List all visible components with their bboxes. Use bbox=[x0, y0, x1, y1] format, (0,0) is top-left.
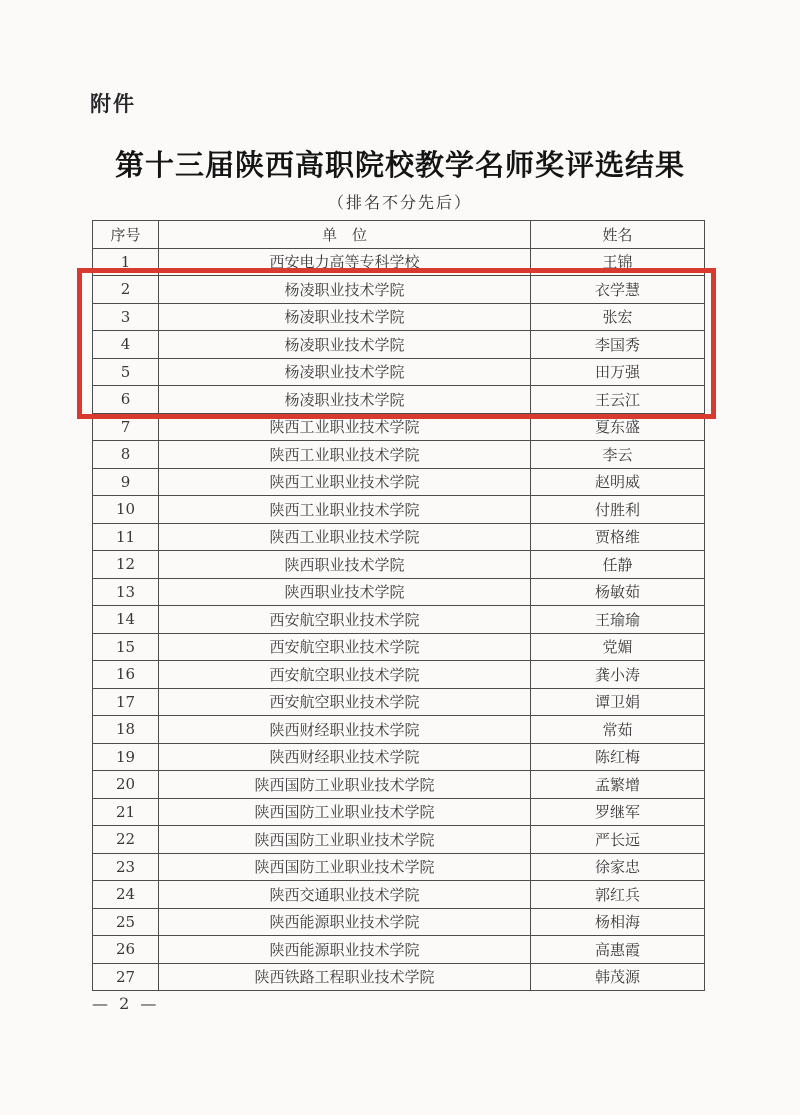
table-header-row bbox=[93, 221, 705, 249]
page-number: — 2 — bbox=[92, 994, 160, 1013]
name-cell: 罗继军 bbox=[531, 798, 705, 826]
unit-cell: 西安电力高等专科学校 bbox=[159, 248, 531, 276]
unit-cell: 陕西铁路工程职业技术学院 bbox=[159, 963, 531, 991]
row-number-cell: 13 bbox=[93, 578, 159, 606]
unit-cell: 陕西工业职业技术学院 bbox=[159, 441, 531, 469]
name-cell: 赵明威 bbox=[531, 468, 705, 496]
table-row bbox=[93, 936, 705, 964]
name-cell: 田万强 bbox=[531, 358, 705, 386]
unit-cell: 陕西工业职业技术学院 bbox=[159, 523, 531, 551]
table-row bbox=[93, 276, 705, 304]
name-cell: 张宏 bbox=[531, 303, 705, 331]
name-cell: 陈红梅 bbox=[531, 743, 705, 771]
unit-cell: 陕西国防工业职业技术学院 bbox=[159, 826, 531, 854]
award-results-table bbox=[92, 220, 705, 991]
row-number-cell: 26 bbox=[93, 936, 159, 964]
unit-cell: 陕西能源职业技术学院 bbox=[159, 908, 531, 936]
name-cell: 韩茂源 bbox=[531, 963, 705, 991]
table-row bbox=[93, 743, 705, 771]
page-title: 第十三届陕西高职院校教学名师奖评选结果 bbox=[114, 148, 685, 182]
table-row bbox=[93, 881, 705, 909]
unit-cell: 杨凌职业技术学院 bbox=[159, 386, 531, 414]
unit-cell: 陕西职业技术学院 bbox=[159, 578, 531, 606]
name-cell: 杨敏茹 bbox=[531, 578, 705, 606]
name-cell: 高惠霞 bbox=[531, 936, 705, 964]
row-number-cell: 24 bbox=[93, 881, 159, 909]
row-number-cell: 14 bbox=[93, 606, 159, 634]
unit-cell: 陕西国防工业职业技术学院 bbox=[159, 798, 531, 826]
row-number-cell: 12 bbox=[93, 551, 159, 579]
unit-cell: 陕西工业职业技术学院 bbox=[159, 496, 531, 524]
table-row bbox=[93, 358, 705, 386]
unit-cell: 西安航空职业技术学院 bbox=[159, 633, 531, 661]
table-row bbox=[93, 578, 705, 606]
row-number-cell: 19 bbox=[93, 743, 159, 771]
row-number-cell: 25 bbox=[93, 908, 159, 936]
name-cell: 谭卫娟 bbox=[531, 688, 705, 716]
column-header-unit: 单 位 bbox=[159, 221, 531, 249]
table-row bbox=[93, 798, 705, 826]
name-cell: 王瑜瑜 bbox=[531, 606, 705, 634]
table-row bbox=[93, 468, 705, 496]
name-cell: 李云 bbox=[531, 441, 705, 469]
row-number-cell: 1 bbox=[93, 248, 159, 276]
table-row bbox=[93, 413, 705, 441]
unit-cell: 陕西职业技术学院 bbox=[159, 551, 531, 579]
table-row bbox=[93, 771, 705, 799]
unit-cell: 杨凌职业技术学院 bbox=[159, 303, 531, 331]
unit-cell: 陕西财经职业技术学院 bbox=[159, 743, 531, 771]
table-row bbox=[93, 248, 705, 276]
unit-cell: 杨凌职业技术学院 bbox=[159, 358, 531, 386]
name-cell: 衣学慧 bbox=[531, 276, 705, 304]
row-number-cell: 22 bbox=[93, 826, 159, 854]
row-number-cell: 18 bbox=[93, 716, 159, 744]
name-cell: 党媚 bbox=[531, 633, 705, 661]
unit-cell: 杨凌职业技术学院 bbox=[159, 331, 531, 359]
table-row bbox=[93, 551, 705, 579]
name-cell: 付胜利 bbox=[531, 496, 705, 524]
row-number-cell: 16 bbox=[93, 661, 159, 689]
table-row bbox=[93, 606, 705, 634]
row-number-cell: 27 bbox=[93, 963, 159, 991]
attachment-label: 附件 bbox=[90, 92, 136, 116]
row-number-cell: 4 bbox=[93, 331, 159, 359]
unit-cell: 西安航空职业技术学院 bbox=[159, 661, 531, 689]
row-number-cell: 20 bbox=[93, 771, 159, 799]
row-number-cell: 5 bbox=[93, 358, 159, 386]
table-row bbox=[93, 661, 705, 689]
name-cell: 常茹 bbox=[531, 716, 705, 744]
row-number-cell: 10 bbox=[93, 496, 159, 524]
row-number-cell: 3 bbox=[93, 303, 159, 331]
row-number-cell: 9 bbox=[93, 468, 159, 496]
table-row bbox=[93, 853, 705, 881]
row-number-cell: 8 bbox=[93, 441, 159, 469]
unit-cell: 陕西国防工业职业技术学院 bbox=[159, 771, 531, 799]
unit-cell: 陕西工业职业技术学院 bbox=[159, 468, 531, 496]
name-cell: 王锦 bbox=[531, 248, 705, 276]
table-row bbox=[93, 633, 705, 661]
unit-cell: 西安航空职业技术学院 bbox=[159, 606, 531, 634]
unit-cell: 陕西交通职业技术学院 bbox=[159, 881, 531, 909]
name-cell: 贾格维 bbox=[531, 523, 705, 551]
name-cell: 王云江 bbox=[531, 386, 705, 414]
name-cell: 郭红兵 bbox=[531, 881, 705, 909]
table-row bbox=[93, 523, 705, 551]
name-cell: 徐家忠 bbox=[531, 853, 705, 881]
name-cell: 严长远 bbox=[531, 826, 705, 854]
table-row bbox=[93, 826, 705, 854]
table-row bbox=[93, 908, 705, 936]
row-number-cell: 2 bbox=[93, 276, 159, 304]
table-row bbox=[93, 441, 705, 469]
table-row bbox=[93, 303, 705, 331]
row-number-cell: 6 bbox=[93, 386, 159, 414]
name-cell: 杨相海 bbox=[531, 908, 705, 936]
row-number-cell: 17 bbox=[93, 688, 159, 716]
unit-cell: 陕西财经职业技术学院 bbox=[159, 716, 531, 744]
row-number-cell: 23 bbox=[93, 853, 159, 881]
page-subtitle: （排名不分先后） bbox=[327, 193, 472, 212]
row-number-cell: 7 bbox=[93, 413, 159, 441]
unit-cell: 杨凌职业技术学院 bbox=[159, 276, 531, 304]
column-header-number: 序号 bbox=[93, 221, 159, 249]
table-row bbox=[93, 688, 705, 716]
name-cell: 孟繁增 bbox=[531, 771, 705, 799]
unit-cell: 陕西国防工业职业技术学院 bbox=[159, 853, 531, 881]
table-row bbox=[93, 331, 705, 359]
name-cell: 龚小涛 bbox=[531, 661, 705, 689]
row-number-cell: 21 bbox=[93, 798, 159, 826]
row-number-cell: 11 bbox=[93, 523, 159, 551]
column-header-name: 姓名 bbox=[531, 221, 705, 249]
unit-cell: 西安航空职业技术学院 bbox=[159, 688, 531, 716]
table-body bbox=[93, 248, 705, 991]
table-row bbox=[93, 716, 705, 744]
name-cell: 夏东盛 bbox=[531, 413, 705, 441]
unit-cell: 陕西工业职业技术学院 bbox=[159, 413, 531, 441]
table-row bbox=[93, 496, 705, 524]
table-row bbox=[93, 963, 705, 991]
unit-cell: 陕西能源职业技术学院 bbox=[159, 936, 531, 964]
row-number-cell: 15 bbox=[93, 633, 159, 661]
name-cell: 任静 bbox=[531, 551, 705, 579]
name-cell: 李国秀 bbox=[531, 331, 705, 359]
table-row bbox=[93, 386, 705, 414]
